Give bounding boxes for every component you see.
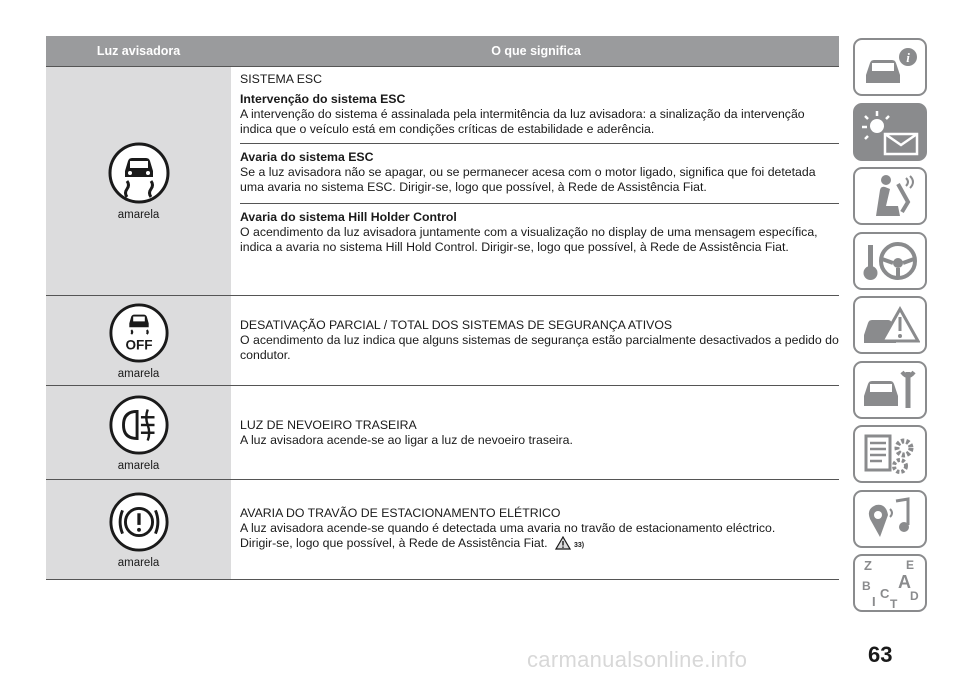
electric-parking-brake-fault-icon: [108, 491, 170, 553]
segment-heading: Intervenção do sistema ESC: [240, 92, 406, 106]
table-row: [46, 66, 839, 296]
header-meaning: O que significa: [491, 44, 581, 58]
index-letter: D: [910, 589, 919, 603]
index-letter: Z: [864, 558, 872, 573]
alphabetical-index-icon: [858, 556, 922, 610]
tab-multimedia[interactable]: [853, 490, 927, 548]
table-row: [46, 386, 839, 480]
tab-warning-lights[interactable]: [853, 103, 927, 161]
tab-safety[interactable]: [853, 167, 927, 225]
index-letter: B: [862, 579, 871, 593]
tab-starting-driving[interactable]: [853, 232, 927, 290]
row-text: A luz avisadora acende-se ao ligar a luz de nevoeiro traseira.: [240, 432, 573, 447]
svg-text:i: i: [906, 50, 910, 65]
meaning-cell: [231, 386, 839, 479]
reference-note: 33): [574, 542, 585, 549]
row-text: O acendimento da luz indica que alguns sistemas de segurança estão parcialmente desactivados a pedido do condutor.: [240, 333, 839, 362]
icon-cell: [46, 67, 231, 295]
off-icon-text: OFF: [124, 336, 153, 352]
car-info-icon: [860, 45, 920, 89]
segment-text: Se a luz avisadora não se apagar, ou se permanecer acesa com o motor ligado, significa que foi detetada uma avaria no sistema ESC. Dirigir-se, logo que possível, à Rede de Assistência Fiat.: [240, 165, 816, 194]
specs-gear-icon: [860, 430, 920, 478]
row-text: A luz avisadora acende-se quando é detectada uma avaria no travão de estacionamento eléctrico.: [240, 521, 776, 535]
table-header: [46, 36, 839, 66]
car-maintenance-wrench-icon: [860, 366, 920, 414]
tab-maintenance[interactable]: [853, 361, 927, 419]
esc-traction-icon: [107, 141, 171, 205]
row-title: AVARIA DO TRAVÃO DE ESTACIONAMENTO ELÉTRICO: [240, 506, 561, 520]
row-text-2-content: Dirigir-se, logo que possível, à Rede de Assistência Fiat.: [240, 536, 548, 550]
rear-fog-light-icon: [108, 394, 170, 456]
index-letter: T: [890, 597, 898, 610]
index-letter: E: [906, 558, 915, 572]
meaning-cell: [231, 67, 839, 295]
watermark: carmanualsonline.info: [527, 647, 748, 672]
tab-index[interactable]: [853, 554, 927, 612]
segment: [240, 203, 839, 263]
color-label: amarela: [117, 556, 160, 569]
segment: [240, 143, 839, 203]
table-row: [46, 296, 839, 386]
tab-car-info[interactable]: [853, 38, 927, 96]
index-letter: I: [872, 594, 876, 609]
icon-cell: [46, 296, 231, 385]
color-label: amarela: [117, 459, 160, 472]
row-title: LUZ DE NEVOEIRO TRASEIRA: [240, 417, 417, 432]
key-steering-wheel-icon: [860, 237, 920, 285]
icon-cell: [46, 386, 231, 479]
row-text-2: [240, 536, 839, 553]
color-label: amarela: [117, 209, 160, 221]
warning-triangle-icon: [555, 536, 571, 550]
segment-text: A intervenção do sistema é assinalada pela intermitência da luz avisadora: a sinalização da intervenção indica que o veículo está em condições críticas de estabilidade e aderência.: [240, 107, 805, 136]
multimedia-music-icon: [860, 495, 920, 543]
tab-emergency[interactable]: [853, 296, 927, 354]
index-letter: A: [898, 572, 911, 592]
tab-technical-data[interactable]: [853, 425, 927, 483]
table-row: [46, 480, 839, 580]
index-letter: C: [880, 586, 890, 601]
meaning-cell: [231, 480, 839, 579]
car-accident-warning-icon: [860, 301, 920, 349]
segment: [240, 67, 839, 143]
warning-light-message-icon: [859, 108, 921, 156]
row-title: DESATIVAÇÃO PARCIAL / TOTAL DOS SISTEMAS DE SEGURANÇA ATIVOS: [240, 318, 673, 332]
esc-off-icon: [108, 302, 170, 364]
icon-cell: [46, 480, 231, 579]
header-warning-light: Luz avisadora: [96, 44, 181, 58]
warning-lights-table: [46, 36, 839, 580]
meaning-cell: [231, 296, 839, 385]
row-title: SISTEMA ESC: [240, 72, 323, 86]
chapter-tabs: [853, 38, 927, 619]
segment-heading: Avaria do sistema Hill Holder Control: [240, 210, 457, 224]
page-number: 63: [868, 642, 893, 667]
seat-airbag-icon: [862, 172, 918, 220]
segment-text: O acendimento da luz avisadora juntamente com a visualização no display de uma mensagem específica, indica a avaria no sistema Hill Hold Control. Dirigir-se, logo que possível, à Rede de Assistência Fiat.: [240, 225, 818, 254]
color-label: amarela: [117, 367, 160, 380]
segment-heading: Avaria do sistema ESC: [240, 150, 374, 164]
